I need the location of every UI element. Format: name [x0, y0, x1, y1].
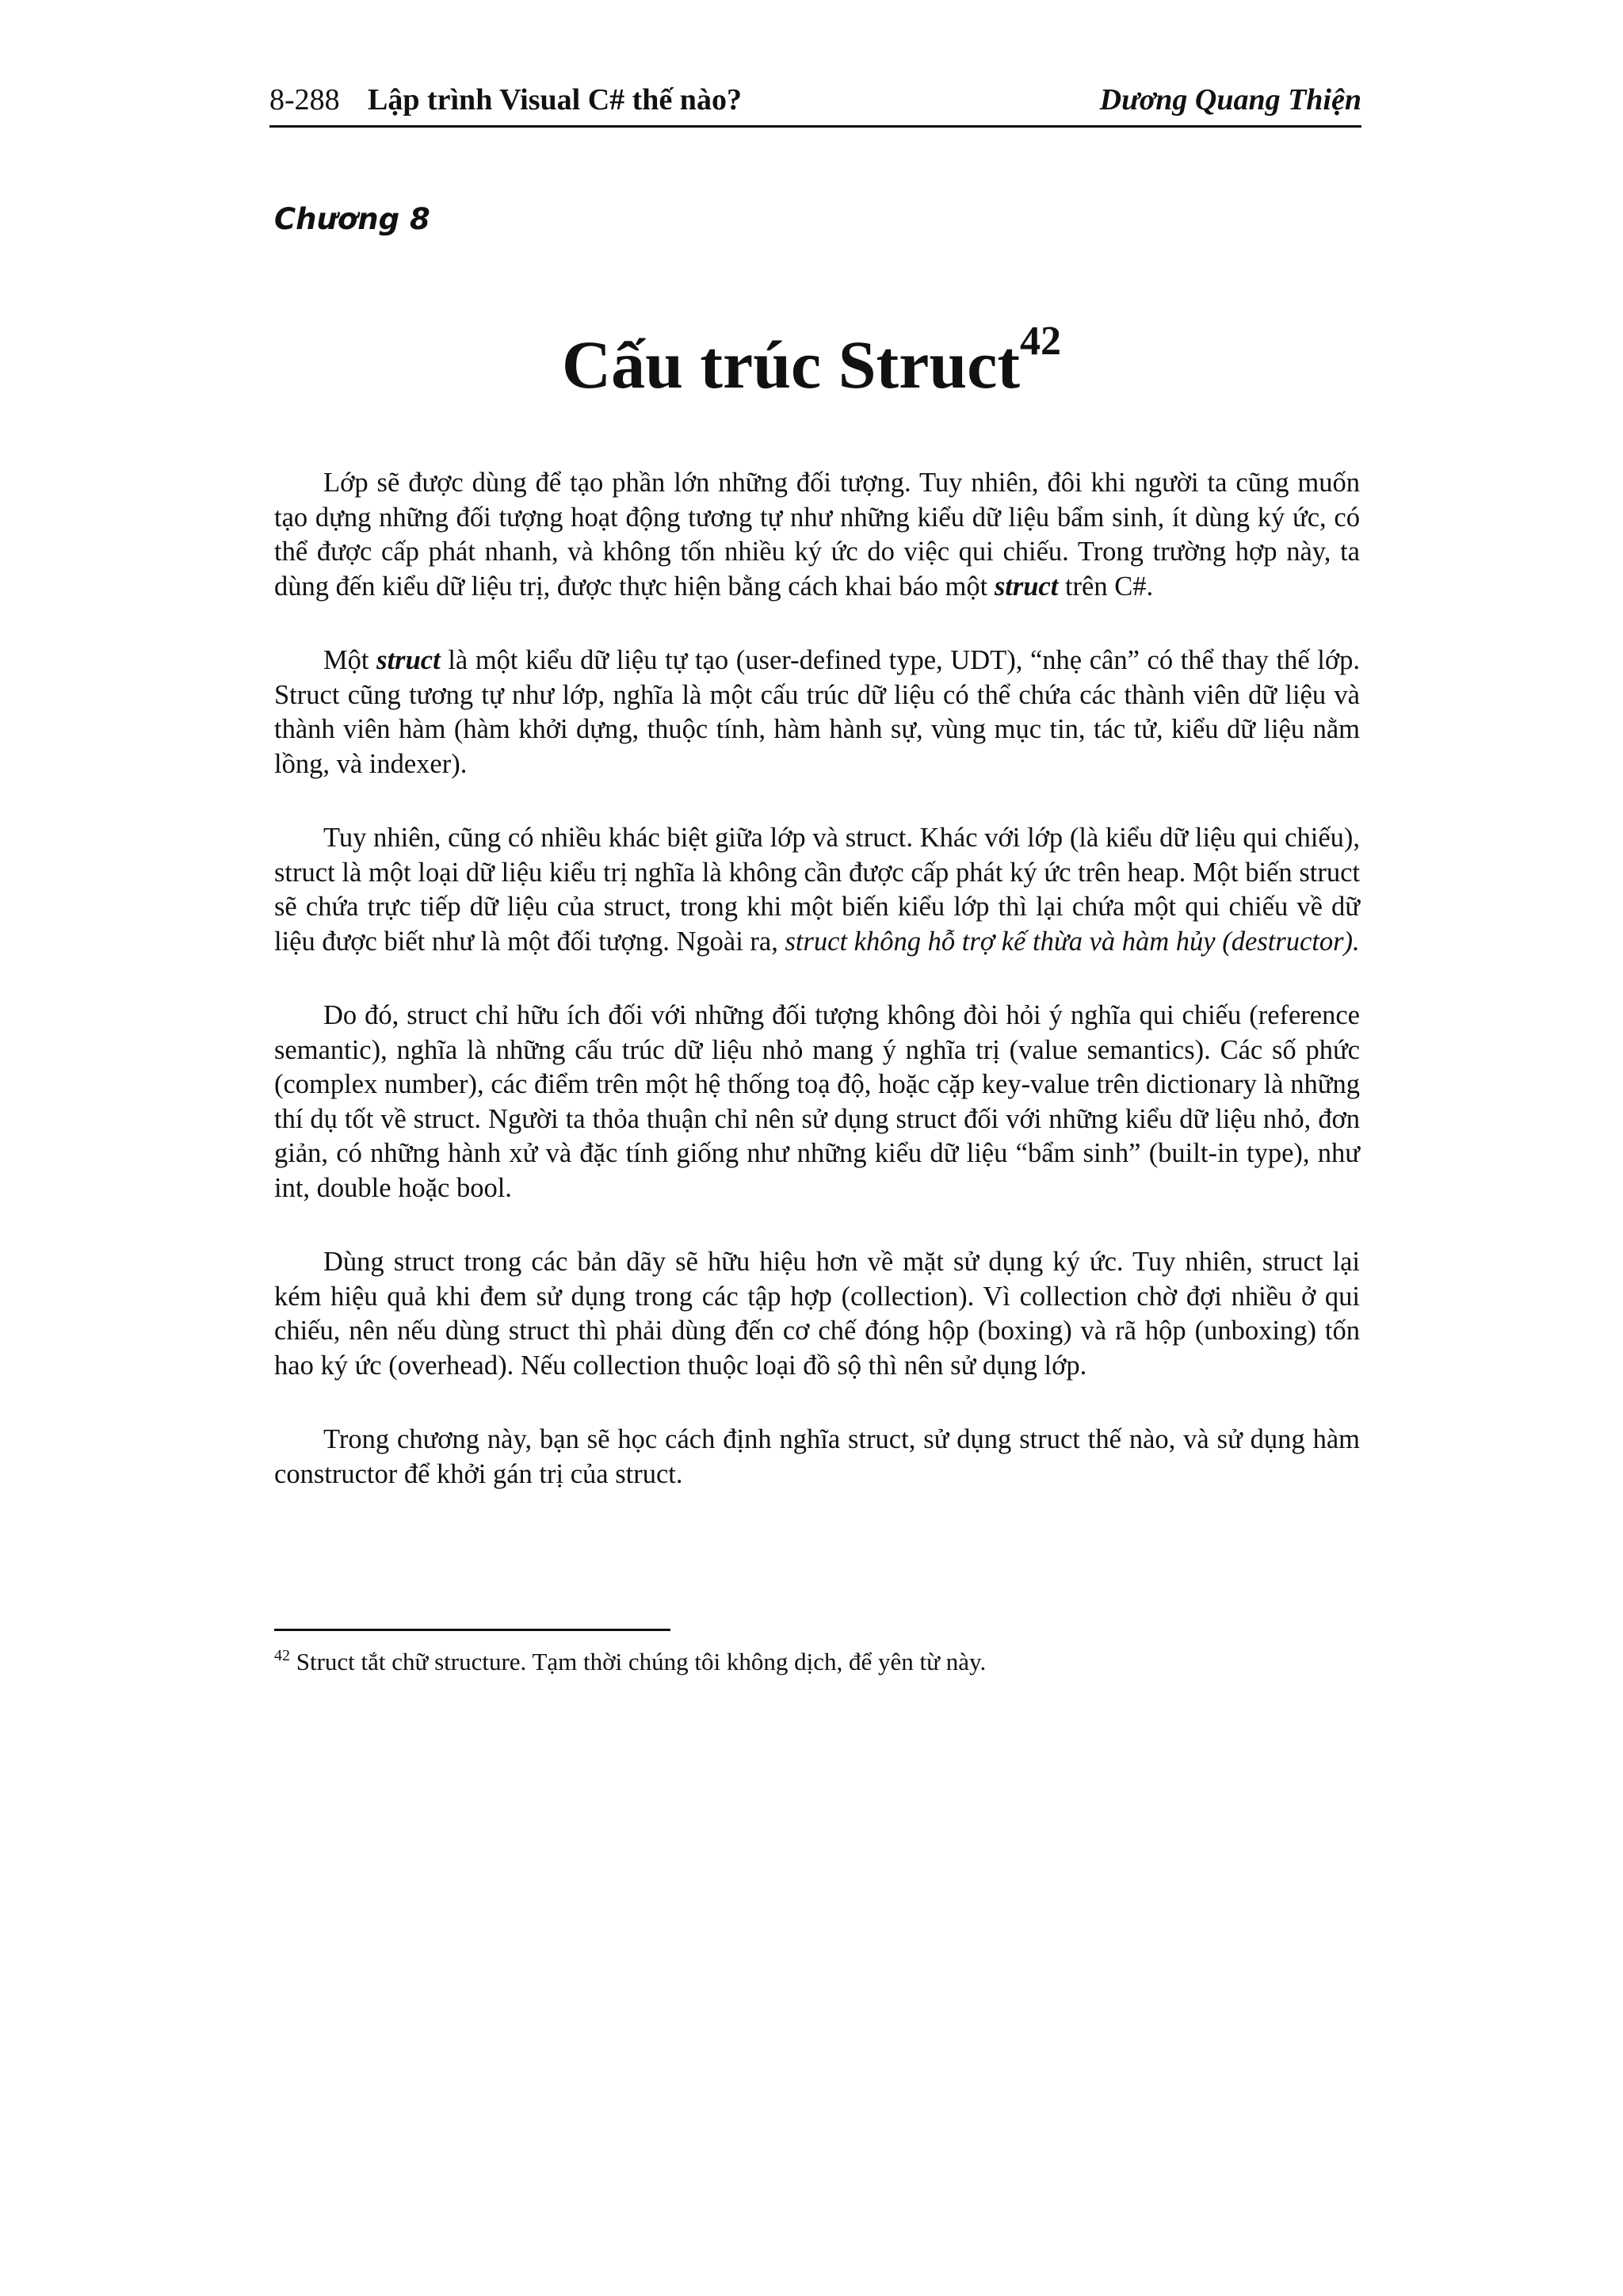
author-name: Dương Quang Thiện [1099, 83, 1361, 117]
paragraph-4: Do đó, struct chỉ hữu ích đối với những đối tượng không đòi hỏi ý nghĩa qui chiếu (reference semantic), nghĩa là những cấu trúc dữ liệu nhỏ mang ý nghĩa trị (value semantics). Các số phức (complex number), các điểm trên một hệ thống toạ độ, hoặc cặp key-value trên dictionary là những thí dụ tốt về struct. Người ta thỏa thuận chỉ nên sử dụng struct đối với những kiểu dữ liệu nhỏ, đơn giản, có những hành xử và đặc tính giống như những kiểu dữ liệu “bẩm sinh” (built-in type), như int, double hoặc bool. [274, 1000, 1360, 1203]
footnote-text: Struct tắt chữ structure. Tạm thời chúng tôi không dịch, để yên từ này. [290, 1648, 987, 1675]
book-title: Lập trình Visual C# thế nào? [368, 83, 742, 117]
body-text [274, 466, 1360, 1531]
emphasis-text: struct không hỗ trợ kế thừa và hàm hủy (destructor). [785, 926, 1360, 957]
chapter-title [0, 317, 1623, 412]
page-number: 8-288 [269, 83, 340, 117]
paragraph-5: Dùng struct trong các bản dãy sẽ hữu hiệu hơn về mặt sử dụng ký ức. Tuy nhiên, struct lại kém hiệu quả khi đem sử dụng trong các tập hợp (collection). Vì collection chờ đợi nhiều ở qui chiếu, nên nếu dùng struct thì phải dùng đến cơ chế đóng hộp (boxing) và rã hộp (unboxing) tốn hao ký ức (overhead). Nếu collection thuộc loại đồ sộ thì nên sử dụng lớp. [274, 1247, 1360, 1381]
footnote [274, 1646, 1360, 1678]
chapter-title-text: Cấu trúc Struct [561, 327, 1021, 403]
footnote-divider [274, 1629, 670, 1631]
paragraph-text: trên C#. [1058, 571, 1154, 602]
chapter-label: Chương 8 [274, 202, 430, 236]
paragraph-3 [274, 821, 1360, 959]
paragraph-text: Một [323, 645, 377, 675]
emphasis-term: struct [376, 645, 441, 675]
paragraph-6: Trong chương này, bạn sẽ học cách định nghĩa struct, sử dụng struct thế nào, và sử dụng hàm constructor để khởi gán trị của struct. [274, 1424, 1360, 1489]
paragraph-text: Tuy nhiên, cũng có nhiều khác biệt giữa lớp và struct. Khác với lớp (là kiểu dữ liệu qui chiếu), struct là một loại dữ liệu kiểu trị nghĩa là không cần được cấp phát ký ức trên heap. Một biến struct sẽ chứa trực tiếp dữ liệu của struct, trong khi một biến kiểu lớp thì lại chứa một qui chiếu về dữ liệu được biết như là một đối tượng. Ngoài ra, [274, 823, 1360, 957]
paragraph-text: là một kiểu dữ liệu tự tạo (user-defined type, UDT), “nhẹ cân” có thể thay thế lớp. Struct cũng tương tự như lớp, nghĩa là một cấu trúc dữ liệu có thể chứa các thành viên dữ liệu và thành viên hàm (hàm khởi dựng, thuộc tính, hàm hành sự, vùng mục tin, tác tử, kiểu dữ liệu nằm lồng, và indexer). [274, 645, 1361, 779]
emphasis-term: struct [994, 571, 1059, 602]
footnote-number: 42 [274, 1647, 290, 1664]
page-header [269, 76, 1361, 128]
footnote-reference[interactable]: 42 [1020, 319, 1062, 364]
paragraph-2 [274, 644, 1360, 781]
paragraph-1 [274, 466, 1360, 604]
paragraph-text: Lớp sẽ được dùng để tạo phần lớn những đối tượng. Tuy nhiên, đôi khi người ta cũng muốn tạo dựng những đối tượng hoạt động tương tự như những kiểu dữ liệu bẩm sinh, ít dùng ký ức, có thể được cấp phát nhanh, và không tốn nhiều ký ức do việc qui chiếu. Trong trường hợp này, ta dùng đến kiểu dữ liệu trị, được thực hiện bằng cách khai báo một [274, 468, 1360, 602]
